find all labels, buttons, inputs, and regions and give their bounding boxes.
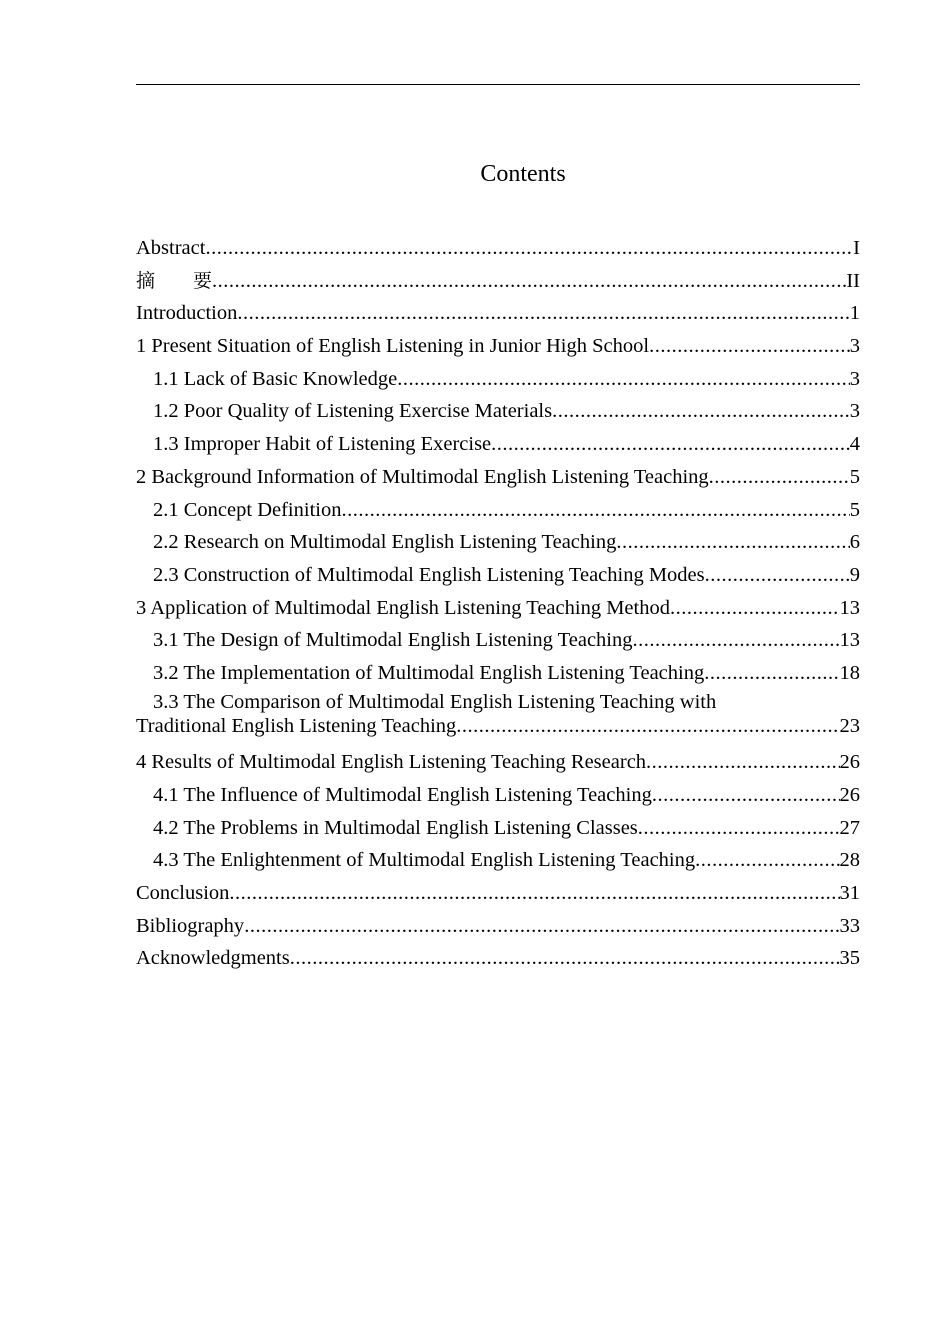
toc-entry-page: 18 (839, 661, 860, 684)
dot-leader (244, 910, 839, 943)
toc-entry-bibliography[interactable] (136, 910, 860, 943)
toc-entry-section-2-2[interactable] (136, 526, 860, 559)
toc-entry-page: 6 (849, 531, 860, 554)
dot-leader (670, 592, 840, 625)
toc-entry-page: 13 (839, 596, 860, 619)
toc-entry-page: 5 (849, 465, 860, 488)
toc-entry-label: Conclusion (136, 882, 230, 905)
toc-entry-label: 2.1 Concept Definition (153, 498, 342, 521)
toc-entry-section-1-2[interactable] (136, 395, 860, 428)
dot-leader (704, 657, 839, 690)
toc-entry-label: Bibliography (136, 914, 245, 937)
toc-entry-label: 1 Present Situation of English Listening in Junior High School (136, 335, 650, 358)
toc-entry-chapter-1[interactable] (136, 330, 860, 363)
toc-entry-page: I (853, 237, 860, 259)
toc-entry-chapter-3[interactable] (136, 592, 860, 625)
toc-entry-page: II (846, 269, 860, 292)
toc-entry-page: 31 (839, 882, 860, 905)
dot-leader (695, 844, 839, 877)
toc-entry-page: 9 (849, 563, 860, 586)
dot-leader (638, 812, 840, 845)
toc-entry-label: 4.1 The Influence of Multimodal English Listening Teaching (153, 784, 652, 806)
page-title: Contents (480, 161, 566, 187)
toc-entry-label: 3.2 The Implementation of Multimodal English Listening Teaching (153, 661, 705, 684)
toc-entry-label: Introduction (136, 302, 238, 325)
dot-leader (616, 526, 849, 559)
toc-entry-section-3-1[interactable] (136, 624, 860, 657)
dot-leader (212, 265, 846, 298)
toc-entry-section-3-2[interactable] (136, 657, 860, 690)
dot-leader (237, 297, 849, 330)
toc-entry-chinese-abstract[interactable] (136, 265, 860, 298)
toc-entry-page: 1 (849, 302, 860, 325)
toc-entry-page: 26 (839, 784, 860, 806)
toc-entry-label-line-2: Traditional English Listening Teaching (136, 714, 457, 737)
dot-leader (552, 395, 850, 428)
dot-leader (652, 779, 840, 812)
toc-entry-section-4-1[interactable] (136, 779, 860, 812)
header-rule (136, 84, 860, 85)
dot-leader (633, 624, 840, 657)
toc-entry-label: 1.2 Poor Quality of Listening Exercise Materials (153, 400, 553, 423)
table-of-contents (136, 232, 860, 975)
dot-leader (491, 428, 850, 461)
toc-entry-introduction[interactable] (136, 297, 860, 330)
toc-entry-label: 2.3 Construction of Multimodal English Listening Teaching Modes (153, 563, 705, 586)
dot-leader (205, 232, 853, 265)
toc-entry-label: 摘 要 (136, 269, 213, 292)
toc-entry-page: 3 (849, 335, 860, 358)
toc-entry-abstract[interactable] (136, 232, 860, 265)
toc-entry-page: 3 (849, 367, 860, 390)
toc-entry-label: Acknowledgments (136, 947, 290, 970)
toc-entry-chapter-4[interactable] (136, 746, 860, 779)
toc-entry-page: 33 (839, 914, 860, 937)
dot-leader (709, 461, 850, 494)
toc-entry-page: 3 (849, 400, 860, 423)
dot-leader (397, 363, 850, 396)
toc-entry-page: 23 (839, 714, 860, 737)
toc-entry-label-line-1: 3.3 The Comparison of Multimodal English Listening Teaching with (153, 690, 717, 713)
toc-entry-section-4-2[interactable] (136, 812, 860, 845)
toc-entry-page: 4 (849, 433, 860, 456)
dot-leader (456, 714, 839, 739)
toc-entry-section-2-3[interactable] (136, 559, 860, 592)
dot-leader (341, 494, 849, 527)
toc-entry-chapter-2[interactable] (136, 461, 860, 494)
toc-entry-page: 26 (839, 751, 860, 774)
toc-entry-label: 4 Results of Multimodal English Listening Teaching Research (136, 751, 647, 774)
dot-leader (649, 330, 850, 363)
toc-entry-label: 2 Background Information of Multimodal English Listening Teaching (136, 465, 709, 488)
toc-entry-label: 3 Application of Multimodal English Listening Teaching Method (136, 596, 670, 619)
dot-leader (229, 877, 839, 910)
toc-entry-page: 27 (839, 816, 860, 839)
toc-entry-section-1-1[interactable] (136, 363, 860, 396)
dot-leader (646, 746, 839, 779)
toc-entry-label: 4.2 The Problems in Multimodal English Listening Classes (153, 816, 638, 839)
toc-entry-page: 5 (849, 498, 860, 521)
toc-entry-section-4-3[interactable] (136, 844, 860, 877)
toc-entry-label: 1.3 Improper Habit of Listening Exercise (153, 433, 492, 456)
toc-entry-page: 13 (839, 629, 860, 652)
toc-entry-page: 35 (839, 947, 860, 970)
toc-entry-acknowledgments[interactable] (136, 942, 860, 975)
toc-entry-label: 3.1 The Design of Multimodal English Listening Teaching (153, 629, 633, 652)
toc-entry-conclusion[interactable] (136, 877, 860, 910)
dot-leader (290, 942, 840, 975)
toc-entry-label: 2.2 Research on Multimodal English Listening Teaching (153, 531, 617, 554)
toc-entry-section-2-1[interactable] (136, 494, 860, 527)
toc-entry-label: 4.3 The Enlightenment of Multimodal English Listening Teaching (153, 849, 696, 872)
toc-entry-label: Abstract (136, 237, 206, 259)
dot-leader (705, 559, 850, 592)
toc-entry-page: 28 (839, 849, 860, 872)
toc-entry-section-3-3[interactable] (136, 690, 860, 747)
toc-entry-section-1-3[interactable] (136, 428, 860, 461)
toc-entry-label: 1.1 Lack of Basic Knowledge (153, 367, 398, 390)
